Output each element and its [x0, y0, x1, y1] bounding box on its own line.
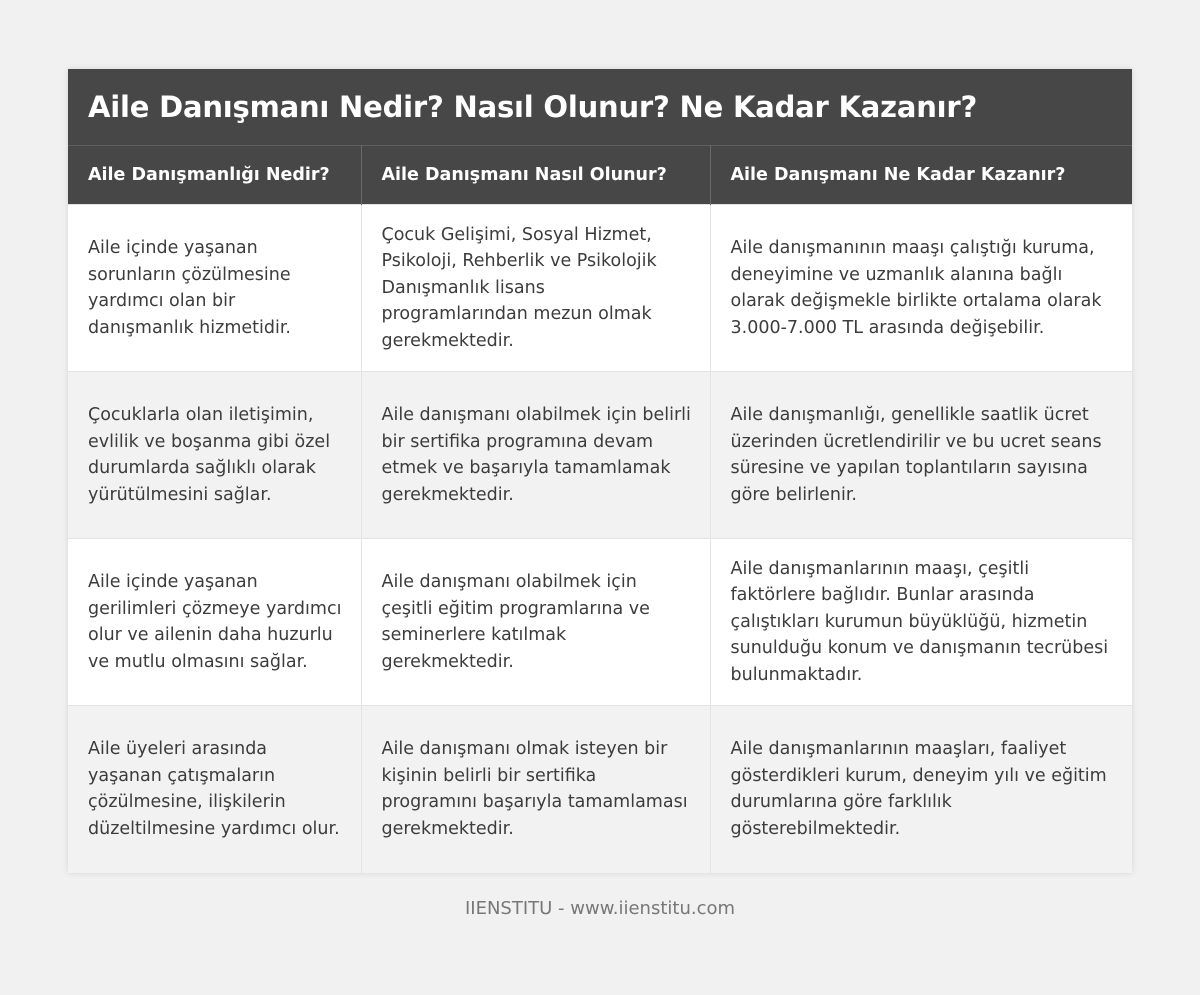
- table-cell: Aile üyeleri arasında yaşanan çatışmaların çözülmesine, ilişkilerin düzeltilmesine yardımcı olur.: [68, 706, 361, 873]
- table-cell: Aile içinde yaşanan gerilimleri çözmeye yardımcı olur ve ailenin daha huzurlu ve mutlu olmasını sağlar.: [68, 539, 361, 706]
- table-row: [68, 205, 1132, 372]
- table-card: [68, 69, 1132, 873]
- info-table: [68, 145, 1132, 873]
- table-cell: Aile danışmanlarının maaşı, çeşitli faktörlere bağlıdır. Bunlar arasında çalıştıkları kurumun büyüklüğü, hizmetin sunulduğu konum ve danışmanın tecrübesi bulunmaktadır.: [710, 539, 1132, 706]
- table-cell: Çocuklarla olan iletişimin, evlilik ve boşanma gibi özel durumlarda sağlıklı olarak yürütülmesini sağlar.: [68, 372, 361, 539]
- table-cell: Aile danışmanının maaşı çalıştığı kuruma, deneyimine ve uzmanlık alanına bağlı olarak değişmekle birlikte ortalama olarak 3.000-7.000 TL arasında değişebilir.: [710, 205, 1132, 372]
- table-cell: Aile danışmanı olmak isteyen bir kişinin belirli bir sertifika programını başarıyla tamamlaması gerekmektedir.: [361, 706, 710, 873]
- table-cell: Aile danışmanı olabilmek için çeşitli eğitim programlarına ve seminerlere katılmak gerekmektedir.: [361, 539, 710, 706]
- table-cell: Çocuk Gelişimi, Sosyal Hizmet, Psikoloji, Rehberlik ve Psikolojik Danışmanlık lisans programlarından mezun olmak gerekmektedir.: [361, 205, 710, 372]
- column-header-salary: Aile Danışmanı Ne Kadar Kazanır?: [710, 146, 1132, 205]
- column-header-what: Aile Danışmanlığı Nedir?: [68, 146, 361, 205]
- table-row: [68, 539, 1132, 706]
- table-cell: Aile içinde yaşanan sorunların çözülmesine yardımcı olan bir danışmanlık hizmetidir.: [68, 205, 361, 372]
- table-row: [68, 372, 1132, 539]
- column-header-how: Aile Danışmanı Nasıl Olunur?: [361, 146, 710, 205]
- table-cell: Aile danışmanlığı, genellikle saatlik ücret üzerinden ücretlendirilir ve bu ucret seans süresine ve yapılan toplantıların sayısına göre belirlenir.: [710, 372, 1132, 539]
- table-cell: Aile danışmanı olabilmek için belirli bir sertifika programına devam etmek ve başarıyla tamamlamak gerekmektedir.: [361, 372, 710, 539]
- table-row: [68, 706, 1132, 873]
- footer-credit: IIENSTITU - www.iienstitu.com: [464, 898, 736, 919]
- header-row: [68, 146, 1132, 205]
- table-cell: Aile danışmanlarının maaşları, faaliyet gösterdikleri kurum, deneyim yılı ve eğitim durumlarına göre farklılık gösterebilmektedir.: [710, 706, 1132, 873]
- table-title: Aile Danışmanı Nedir? Nasıl Olunur? Ne Kadar Kazanır?: [68, 69, 1132, 145]
